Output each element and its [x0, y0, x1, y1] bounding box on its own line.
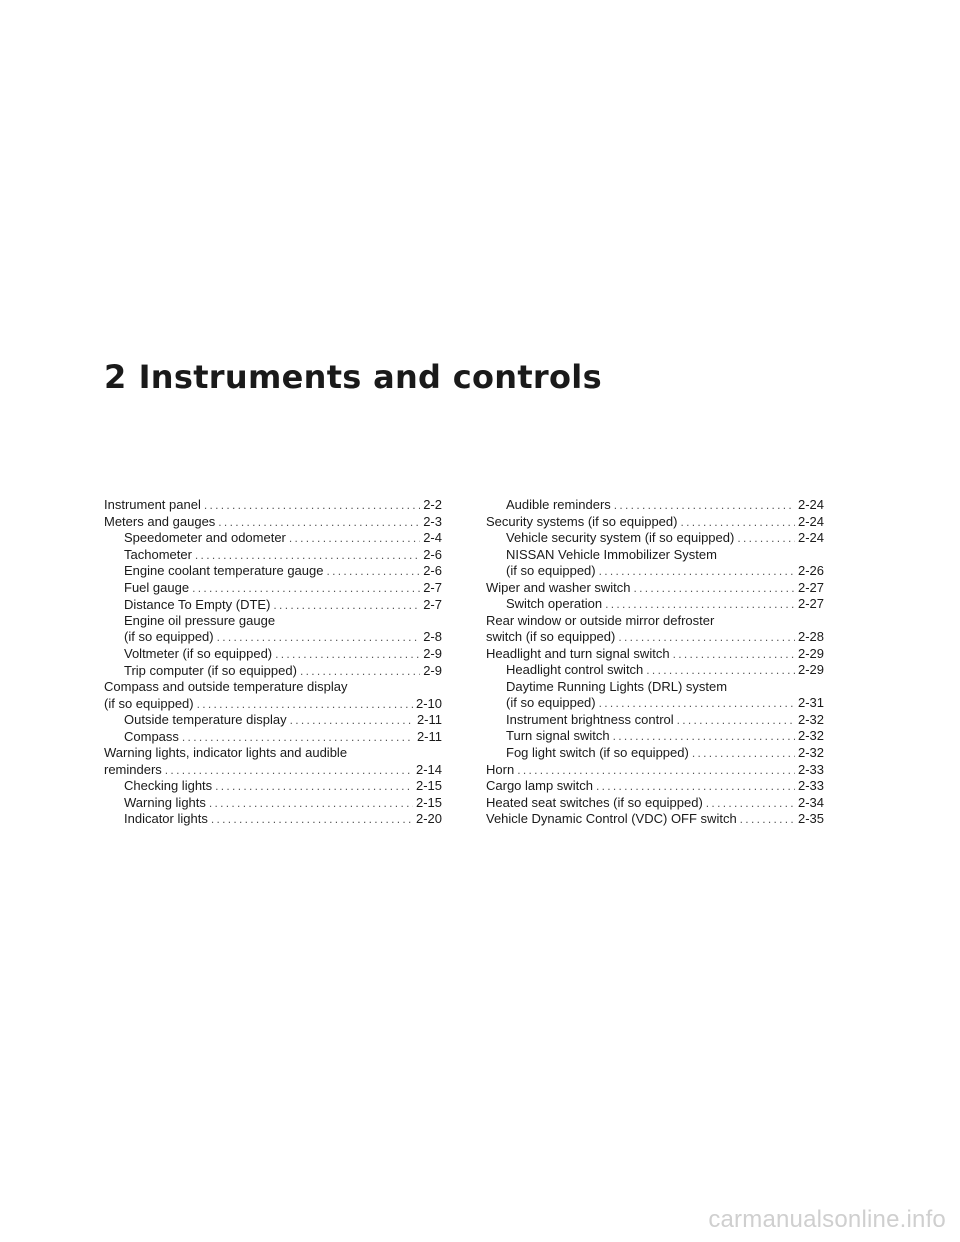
- toc-page-number: 2-29: [797, 645, 824, 661]
- dot-leader: [613, 728, 795, 744]
- dot-leader: [289, 530, 420, 546]
- toc-page-number: 2-6: [423, 563, 442, 579]
- toc-entry-title: Fuel gauge: [124, 579, 190, 595]
- dot-leader: [680, 514, 795, 530]
- toc-entry-title: Compass: [124, 728, 179, 744]
- toc-entry-title-continued: switch (if so equipped): [486, 629, 616, 645]
- toc-entry[interactable]: [104, 811, 442, 827]
- toc-page-number: 2-34: [797, 794, 824, 810]
- dot-leader: [204, 497, 420, 513]
- chapter-title-text: Instruments and controls: [138, 358, 602, 396]
- dot-leader: [740, 811, 795, 827]
- toc-entry-title: Daytime Running Lights (DRL) system: [506, 678, 728, 694]
- toc-page-number: 2-31: [797, 695, 824, 711]
- toc-entry-title: Indicator lights: [124, 811, 208, 827]
- toc-page-number: 2-14: [415, 761, 442, 777]
- toc-entry-title: Tachometer: [124, 546, 192, 562]
- toc-entry-title: Engine coolant temperature gauge: [124, 563, 324, 579]
- dot-leader: [596, 778, 795, 794]
- toc-page-number: 2-8: [423, 629, 442, 645]
- toc-page-number: 2-10: [415, 695, 442, 711]
- toc-entry[interactable]: [104, 514, 442, 530]
- toc-page-number: 2-9: [423, 662, 442, 678]
- dot-leader: [215, 778, 413, 794]
- dot-leader: [290, 712, 414, 728]
- toc-page-number: 2-2: [423, 497, 442, 512]
- toc-entry[interactable]: [486, 497, 824, 513]
- toc-entry-title-continued: (if so equipped): [124, 629, 214, 645]
- toc-page-number: 2-11: [416, 728, 442, 744]
- toc-page-number: 2-32: [797, 711, 824, 727]
- dot-leader: [300, 663, 420, 679]
- dot-leader: [618, 629, 795, 645]
- dot-leader: [165, 762, 413, 778]
- toc-entry-title: Switch operation: [506, 596, 603, 612]
- toc-entry-title: Checking lights: [124, 778, 213, 794]
- toc-entry[interactable]: [104, 646, 442, 662]
- toc-entry-title: Audible reminders: [506, 497, 611, 512]
- toc-entry-title: Speedometer and odometer: [124, 530, 286, 546]
- dot-leader: [217, 629, 421, 645]
- toc-entry-title: Instrument brightness control: [506, 711, 674, 727]
- toc-page-number: 2-4: [423, 530, 442, 546]
- dot-leader: [634, 580, 795, 596]
- toc-page-number: 2-27: [797, 596, 824, 612]
- toc-page-number: 2-7: [423, 596, 442, 612]
- toc-entry[interactable]: [104, 795, 442, 811]
- toc-entry-title-continued: (if so equipped): [506, 563, 596, 579]
- toc-entry-title: Meters and gauges: [104, 513, 216, 529]
- dot-leader: [195, 547, 420, 563]
- toc-page-number: 2-29: [797, 662, 824, 678]
- toc-entry-title: Distance To Empty (DTE): [124, 596, 271, 612]
- toc-page-number: 2-24: [797, 530, 824, 546]
- dot-leader: [673, 646, 795, 662]
- toc-entry-title-continued: (if so equipped): [104, 695, 194, 711]
- toc-entry[interactable]: [486, 646, 824, 662]
- toc-entry[interactable]: [486, 762, 824, 778]
- dot-leader: [182, 729, 414, 745]
- chapter-title: [104, 358, 602, 396]
- toc-entry[interactable]: [104, 497, 442, 513]
- toc-entry[interactable]: [486, 811, 824, 827]
- toc-entry[interactable]: [486, 613, 824, 646]
- toc-entry-title-continued: (if so equipped): [506, 695, 596, 711]
- toc-entry-title: Rear window or outside mirror defroster: [486, 612, 715, 628]
- dot-leader: [197, 696, 413, 712]
- toc-page-number: 2-20: [415, 811, 442, 827]
- toc-page-number: 2-28: [797, 629, 824, 645]
- dot-leader: [692, 745, 795, 761]
- toc-entry-title: Instrument panel: [104, 497, 201, 512]
- toc-page-number: 2-3: [423, 513, 442, 529]
- chapter-number: 2: [104, 358, 127, 396]
- toc-entry[interactable]: [104, 745, 442, 778]
- dot-leader: [614, 497, 795, 513]
- watermark: carmanualsonline.info: [708, 1206, 946, 1233]
- toc-entry-title: Horn: [486, 761, 515, 777]
- toc-page-number: 2-35: [797, 811, 824, 827]
- toc-entry[interactable]: [104, 613, 442, 646]
- dot-leader: [211, 811, 413, 827]
- dot-leader: [599, 563, 795, 579]
- toc-entry-title: Wiper and washer switch: [486, 579, 631, 595]
- toc-entry-title-continued: reminders: [104, 761, 162, 777]
- toc-entry[interactable]: [486, 745, 824, 761]
- toc-entry[interactable]: [104, 580, 442, 596]
- toc-entry[interactable]: [104, 547, 442, 563]
- toc-entry-title: Engine oil pressure gauge: [124, 613, 276, 629]
- toc-page-number: 2-27: [797, 579, 824, 595]
- dot-leader: [275, 646, 420, 662]
- toc-entry[interactable]: [486, 580, 824, 596]
- dot-leader: [605, 596, 795, 612]
- toc-entry[interactable]: [486, 679, 824, 712]
- toc-entry-title: Outside temperature display: [124, 712, 287, 728]
- toc-page-number: 2-32: [797, 728, 824, 744]
- toc-entry[interactable]: [486, 795, 824, 811]
- toc-page-number: 2-33: [797, 778, 824, 794]
- toc-page-number: 2-24: [797, 513, 824, 529]
- toc-page-number: 2-15: [415, 794, 442, 810]
- toc-entry-title: Headlight and turn signal switch: [486, 645, 670, 661]
- dot-leader: [599, 695, 795, 711]
- dot-leader: [646, 662, 795, 678]
- toc-entry-title: Compass and outside temperature display: [104, 679, 348, 695]
- toc-entry[interactable]: [486, 662, 824, 678]
- toc-page-number: 2-11: [416, 712, 442, 728]
- toc-entry-title: Security systems (if so equipped): [486, 513, 678, 529]
- toc-entry-title: Vehicle Dynamic Control (VDC) OFF switch: [486, 811, 737, 827]
- toc-page-number: 2-6: [423, 546, 442, 562]
- toc-page-number: 2-26: [797, 563, 824, 579]
- toc-entry[interactable]: [486, 778, 824, 794]
- toc-column-right: [486, 497, 824, 828]
- dot-leader: [517, 762, 795, 778]
- toc-entry-title: Warning lights, indicator lights and audible: [104, 745, 348, 761]
- toc-entry-title: Voltmeter (if so equipped): [124, 646, 273, 662]
- dot-leader: [326, 563, 420, 579]
- dot-leader: [737, 530, 795, 546]
- toc-entry[interactable]: [104, 597, 442, 613]
- toc-entry-title: Fog light switch (if so equipped): [506, 745, 689, 761]
- toc-entry-title: Heated seat switches (if so equipped): [486, 794, 703, 810]
- toc-page-number: 2-33: [797, 761, 824, 777]
- dot-leader: [209, 795, 413, 811]
- toc-page-number: 2-32: [797, 745, 824, 761]
- dot-leader: [677, 712, 795, 728]
- dot-leader: [706, 795, 795, 811]
- toc-entry-title: Cargo lamp switch: [486, 778, 593, 794]
- toc-column-left: [104, 497, 442, 828]
- toc-entry[interactable]: [486, 530, 824, 546]
- toc-entry[interactable]: [104, 679, 442, 712]
- toc-entry[interactable]: [486, 728, 824, 744]
- toc-entry[interactable]: [486, 596, 824, 612]
- dot-leader: [192, 580, 420, 596]
- toc-entry[interactable]: [104, 778, 442, 794]
- toc-entry[interactable]: [104, 663, 442, 679]
- toc-page-number: 2-7: [423, 579, 442, 595]
- toc-page-number: 2-24: [797, 497, 824, 512]
- toc-entry[interactable]: [486, 712, 824, 728]
- dot-leader: [218, 514, 420, 530]
- toc-entry[interactable]: [104, 729, 442, 745]
- toc-entry-title: Trip computer (if so equipped): [124, 662, 297, 678]
- toc-entry-title: Vehicle security system (if so equipped): [506, 530, 735, 546]
- toc-entry[interactable]: [104, 563, 442, 579]
- toc-page-number: 2-15: [415, 778, 442, 794]
- toc-entry[interactable]: [486, 514, 824, 530]
- toc-entry-title: Warning lights: [124, 794, 206, 810]
- dot-leader: [273, 597, 420, 613]
- toc-entry-title: Headlight control switch: [506, 662, 644, 678]
- toc-entry[interactable]: [486, 547, 824, 580]
- toc-entry-title: Turn signal switch: [506, 728, 610, 744]
- toc-entry[interactable]: [104, 530, 442, 546]
- toc-entry-title: NISSAN Vehicle Immobilizer System: [506, 546, 717, 562]
- toc-entry[interactable]: [104, 712, 442, 728]
- toc-page-number: 2-9: [423, 646, 442, 662]
